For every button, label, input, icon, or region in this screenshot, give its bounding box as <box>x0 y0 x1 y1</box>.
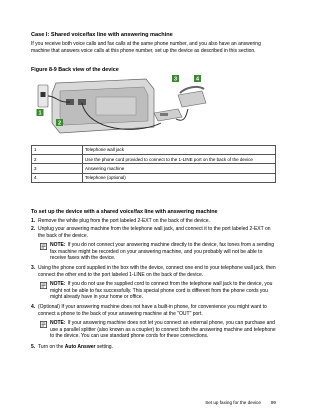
step-3 <box>31 265 276 278</box>
legend-description: Answering machine <box>83 164 276 173</box>
page-footer <box>205 400 276 405</box>
callout-4-label: 4 <box>195 76 200 83</box>
step-number: 1. <box>31 218 36 224</box>
setup-steps <box>31 218 276 352</box>
callout-2 <box>56 119 63 127</box>
step-text: Using the phone cord supplied in the box with the device, connect one end to your telephone wall jack, then connect the other end to the port labeled 1-LINE on the back of the device. <box>38 265 276 278</box>
legend-description: Telephone (optional) <box>83 173 276 182</box>
step-text: (Optional) If your answering machine does not have a built-in phone, for convenience you might want to connect a phone to the back of your answering machine at the "OUT" port. <box>38 304 267 317</box>
note-2 <box>40 281 276 300</box>
step-number: 4. <box>31 304 36 311</box>
note-icon <box>40 320 50 339</box>
legend-number: 4 <box>32 173 83 182</box>
note-body <box>50 281 276 300</box>
note-label: NOTE: <box>50 320 66 327</box>
answering-machine-display <box>160 113 168 116</box>
step-text-after: setting. <box>95 343 113 350</box>
step-text: Remove the white plug from the port labeled 2-EXT on the back of the device. <box>38 218 210 224</box>
footer-section-title: Set up faxing for the device <box>205 400 261 405</box>
step-text-before: Turn on the <box>38 343 65 350</box>
wall-jack-port <box>41 92 46 97</box>
case-title: Case I: Shared voice/fax line with answering machine <box>31 32 173 38</box>
step-1 <box>31 218 276 224</box>
back-view-figure <box>36 73 211 140</box>
step-2 <box>31 226 276 239</box>
legend-row <box>32 164 276 173</box>
note-text: If you do not connect your answering machine directly to the device, fax tones from a sending fax machine might be recorded on your answering machine, and you probably will not be able to receive faxes with the device. <box>50 242 275 262</box>
step-5 <box>31 344 276 350</box>
callout-3-label: 3 <box>173 76 178 83</box>
note-icon <box>40 242 50 261</box>
note-body <box>50 320 276 339</box>
note-icon <box>40 281 50 300</box>
note-text: If you do not use the supplied cord to connect from the telephone wall jack to the device, you might not be able to fax successfully. This special phone cord is different from the phone cords you might already have in your home or office. <box>50 281 273 301</box>
callout-4 <box>194 75 201 83</box>
callout-1 <box>37 109 44 117</box>
note-body <box>50 242 276 261</box>
auto-answer-setting: Auto Answer <box>64 343 96 350</box>
legend-number: 2 <box>32 155 83 164</box>
step-number: 3. <box>31 265 36 272</box>
figure-legend-table <box>31 145 276 183</box>
rear-access-door <box>96 97 136 115</box>
step-4 <box>31 304 276 317</box>
step-number: 5. <box>31 343 36 350</box>
note-text: If your answering machine does not let you connect an external phone, you can purchase and use a parallel splitter (also known as a coupler) to connect both the answering machine and telephone to the device. You can use standard phone cords for these connections. <box>50 320 276 340</box>
device-illustration <box>36 73 211 140</box>
legend-row <box>32 146 276 155</box>
setup-procedure-title: To set up the device with a shared voice/fax line with answering machine <box>31 209 218 215</box>
legend-row <box>32 155 276 164</box>
legend-row <box>32 173 276 182</box>
step-text: Unplug your answering machine from the telephone wall jack, and connect it to the port labeled 2-EXT on the back of the device. <box>38 226 271 239</box>
step-text <box>38 344 276 350</box>
intro-paragraph: If you receive both voice calls and fax calls at the same phone number, and you also have an answering machine that answers voice calls at this phone number, set up the device as described in this section. <box>31 41 261 54</box>
note-label: NOTE: <box>50 242 66 249</box>
note-1 <box>40 242 276 261</box>
legend-description: Telephone wall jack <box>83 146 276 155</box>
figure-title: Figure 8-9 Back view of the device <box>31 67 119 73</box>
legend-description: Use the phone cord provided to connect to the 1-LINE port on the back of the device <box>83 155 276 164</box>
legend-number: 3 <box>32 164 83 173</box>
step-number: 2. <box>31 226 36 233</box>
callout-1-label: 1 <box>38 110 42 117</box>
page-number: 99 <box>270 400 276 405</box>
telephone <box>178 91 206 107</box>
legend-number: 1 <box>32 146 83 155</box>
note-label: NOTE: <box>50 281 66 288</box>
callout-3 <box>172 75 179 83</box>
callout-2-label: 2 <box>57 120 62 127</box>
note-3 <box>40 320 276 339</box>
